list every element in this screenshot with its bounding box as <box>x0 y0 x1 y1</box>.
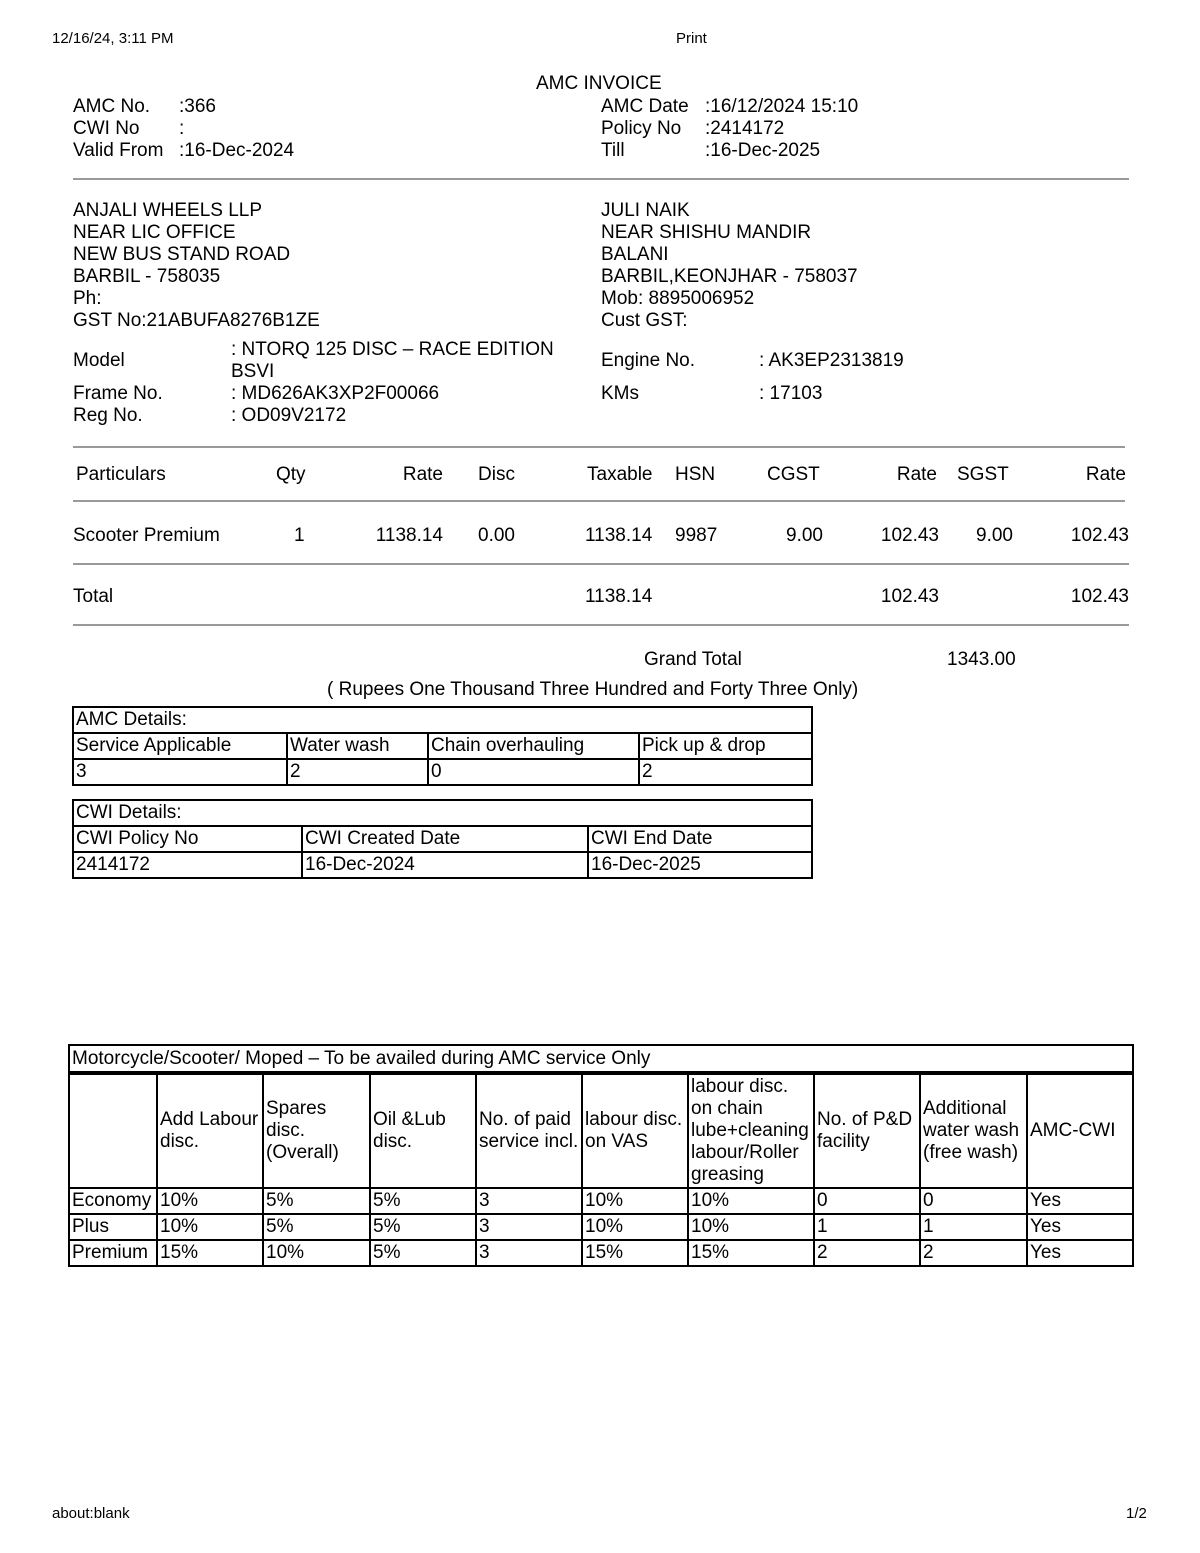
total-sgst-rate: 102.43 <box>1070 586 1129 607</box>
benefits-row-economy <box>69 1188 1133 1214</box>
benefits-header-cell: No. of P&D facility <box>814 1073 920 1188</box>
item-qty: 1 <box>294 525 305 546</box>
customer-name: JULI NAIK <box>601 200 690 221</box>
benefits-header-cell: Additional water wash (free wash) <box>920 1073 1027 1188</box>
col-hsn: HSN <box>675 464 716 485</box>
benefits-cell: 3 <box>476 1214 582 1240</box>
benefits-cell: 5% <box>370 1214 476 1240</box>
meta-value: :16-Dec-2025 <box>705 140 821 161</box>
meta-row-policy-no <box>601 118 858 140</box>
benefits-plan-name: Plus <box>69 1214 157 1240</box>
item-cgst-rate: 102.43 <box>880 525 939 546</box>
benefits-title: Motorcycle/Scooter/ Moped – To be availed during AMC service Only <box>69 1045 1133 1073</box>
benefits-row-plus <box>69 1214 1133 1240</box>
divider <box>73 446 1125 448</box>
cwi-header-cell: CWI End Date <box>588 826 812 852</box>
col-sgst-rate: Rate <box>1085 464 1126 485</box>
benefits-cell: 0 <box>920 1188 1027 1214</box>
cwi-header-cell: CWI Created Date <box>302 826 588 852</box>
meta-label: AMC Date <box>601 96 689 117</box>
print-url: about:blank <box>52 1505 130 1522</box>
engine-label: Engine No. <box>601 350 696 371</box>
meta-value: :366 <box>179 96 216 117</box>
invoice-left-meta <box>73 96 294 162</box>
benefits-cell: 10% <box>582 1214 688 1240</box>
item-sgst: 9.00 <box>976 525 1013 546</box>
benefits-row-premium <box>69 1240 1133 1266</box>
benefits-header-cell: Add Labour disc. <box>157 1073 263 1188</box>
model-value: : NTORQ 125 DISC – RACE EDITION <box>231 339 554 360</box>
kms-value: : 17103 <box>759 383 823 404</box>
item-rate: 1138.14 <box>375 525 443 546</box>
dealer-line: NEW BUS STAND ROAD <box>73 244 291 265</box>
benefits-cell: Yes <box>1027 1188 1133 1214</box>
benefits-header-cell: Oil &Lub disc. <box>370 1073 476 1188</box>
item-cgst: 9.00 <box>786 525 823 546</box>
cwi-value-cell: 16-Dec-2025 <box>588 852 812 878</box>
print-datetime: 12/16/24, 3:11 PM <box>52 30 174 47</box>
item-hsn: 9987 <box>675 525 718 546</box>
benefits-cell: 5% <box>263 1214 370 1240</box>
benefits-cell: 1 <box>814 1214 920 1240</box>
item-taxable: 1138.14 <box>585 525 653 546</box>
dealer-address <box>73 200 320 332</box>
invoice-right-meta <box>601 96 858 162</box>
benefits-header-cell: No. of paid service incl. <box>476 1073 582 1188</box>
grand-total-label: Grand Total <box>644 649 742 670</box>
invoice-title: AMC INVOICE <box>536 73 662 94</box>
benefits-cell: 10% <box>157 1214 263 1240</box>
amc-value-cell: 2 <box>639 759 812 785</box>
total-taxable: 1138.14 <box>585 586 653 607</box>
amc-value-cell: 0 <box>428 759 639 785</box>
col-cgst: CGST <box>767 464 820 485</box>
meta-value: :16-Dec-2024 <box>179 140 295 161</box>
benefits-cell: 10% <box>263 1240 370 1266</box>
amount-in-words: ( Rupees One Thousand Three Hundred and Forty Three Only) <box>327 679 859 700</box>
reg-value: : OD09V2172 <box>231 405 347 426</box>
benefits-plan-name: Economy <box>69 1188 157 1214</box>
dealer-line: BARBIL - 758035 <box>73 266 221 287</box>
dealer-phone: Ph: <box>73 288 102 309</box>
print-title: Print <box>676 30 707 47</box>
customer-line: BARBIL,KEONJHAR - 758037 <box>601 266 858 287</box>
divider <box>73 624 1129 626</box>
col-taxable: Taxable <box>587 464 653 485</box>
benefits-cell: 3 <box>476 1240 582 1266</box>
item-disc: 0.00 <box>478 525 515 546</box>
cwi-value-cell: 16-Dec-2024 <box>302 852 588 878</box>
amc-value-cell: 2 <box>287 759 428 785</box>
benefits-plan-name: Premium <box>69 1240 157 1266</box>
meta-label: CWI No <box>73 118 140 139</box>
meta-row-till <box>601 140 858 162</box>
cwi-value-cell: 2414172 <box>73 852 302 878</box>
kms-label: KMs <box>601 383 639 404</box>
benefits-cell: 5% <box>370 1188 476 1214</box>
dealer-name: ANJALI WHEELS LLP <box>73 200 263 221</box>
amc-details-table <box>72 706 813 786</box>
customer-gst: Cust GST: <box>601 310 688 331</box>
dealer-line: NEAR LIC OFFICE <box>73 222 236 243</box>
divider <box>73 563 1129 565</box>
col-disc: Disc <box>478 464 515 485</box>
benefits-header-cell <box>69 1073 157 1188</box>
dealer-gst: GST No:21ABUFA8276B1ZE <box>73 310 320 331</box>
meta-label: Till <box>601 140 625 161</box>
frame-value: : MD626AK3XP2F00066 <box>231 383 440 404</box>
item-sgst-rate: 102.43 <box>1070 525 1129 546</box>
col-rate: Rate <box>402 464 443 485</box>
benefits-cell: 15% <box>582 1240 688 1266</box>
benefits-cell: 10% <box>688 1188 814 1214</box>
benefits-header-cell: labour disc. on chain lube+cleaning labour/Roller greasing <box>688 1073 814 1188</box>
meta-label: AMC No. <box>73 96 151 117</box>
benefits-cell: 5% <box>370 1240 476 1266</box>
meta-row-valid-from <box>73 140 294 162</box>
col-sgst: SGST <box>957 464 1009 485</box>
cwi-details-title: CWI Details: <box>73 800 812 826</box>
divider <box>73 500 1125 502</box>
customer-line: NEAR SHISHU MANDIR <box>601 222 812 243</box>
meta-value: : <box>179 118 185 139</box>
amc-value-cell: 3 <box>73 759 287 785</box>
benefits-header-cell: labour disc. on VAS <box>582 1073 688 1188</box>
benefits-header-cell: AMC-CWI <box>1027 1073 1133 1188</box>
benefits-cell: 15% <box>688 1240 814 1266</box>
grand-total-value: 1343.00 <box>947 649 1016 670</box>
benefits-cell: 10% <box>157 1188 263 1214</box>
benefits-cell: 1 <box>920 1214 1027 1240</box>
amc-header-cell: Water wash <box>287 733 428 759</box>
divider <box>73 178 1129 180</box>
frame-label: Frame No. <box>73 383 163 404</box>
reg-label: Reg No. <box>73 405 143 426</box>
benefits-cell: 10% <box>688 1214 814 1240</box>
meta-row-cwi-no <box>73 118 294 140</box>
benefits-cell: 15% <box>157 1240 263 1266</box>
col-cgst-rate: Rate <box>896 464 937 485</box>
total-cgst-rate: 102.43 <box>880 586 939 607</box>
cwi-details-table <box>72 799 813 879</box>
amc-details-title: AMC Details: <box>73 707 812 733</box>
benefits-cell: Yes <box>1027 1214 1133 1240</box>
amc-header-cell: Pick up & drop <box>639 733 812 759</box>
meta-label: Policy No <box>601 118 682 139</box>
meta-row-amc-date <box>601 96 858 118</box>
meta-value: :2414172 <box>705 118 785 139</box>
cwi-header-cell: CWI Policy No <box>73 826 302 852</box>
amc-benefits-table <box>68 1044 1134 1267</box>
page-number: 1/2 <box>1126 1505 1147 1522</box>
benefits-cell: 0 <box>814 1188 920 1214</box>
amc-header-cell: Service Applicable <box>73 733 287 759</box>
meta-value: :16/12/2024 15:10 <box>705 96 859 117</box>
benefits-cell: Yes <box>1027 1240 1133 1266</box>
customer-mobile: Mob: 8895006952 <box>601 288 755 309</box>
benefits-cell: 5% <box>263 1188 370 1214</box>
model-value-cont: BSVI <box>231 361 275 382</box>
engine-value: : AK3EP2313819 <box>759 350 904 371</box>
item-particulars: Scooter Premium <box>73 525 220 546</box>
benefits-cell: 2 <box>920 1240 1027 1266</box>
benefits-cell: 2 <box>814 1240 920 1266</box>
customer-address <box>601 200 858 332</box>
col-qty: Qty <box>276 464 306 485</box>
benefits-header-cell: Spares disc. (Overall) <box>263 1073 370 1188</box>
customer-line: BALANI <box>601 244 669 265</box>
benefits-cell: 10% <box>582 1188 688 1214</box>
meta-row-amc-no <box>73 96 294 118</box>
benefits-cell: 3 <box>476 1188 582 1214</box>
total-label: Total <box>73 586 114 607</box>
amc-header-cell: Chain overhauling <box>428 733 639 759</box>
model-label: Model <box>73 350 125 371</box>
col-particulars: Particulars <box>76 464 166 485</box>
meta-label: Valid From <box>73 140 164 161</box>
